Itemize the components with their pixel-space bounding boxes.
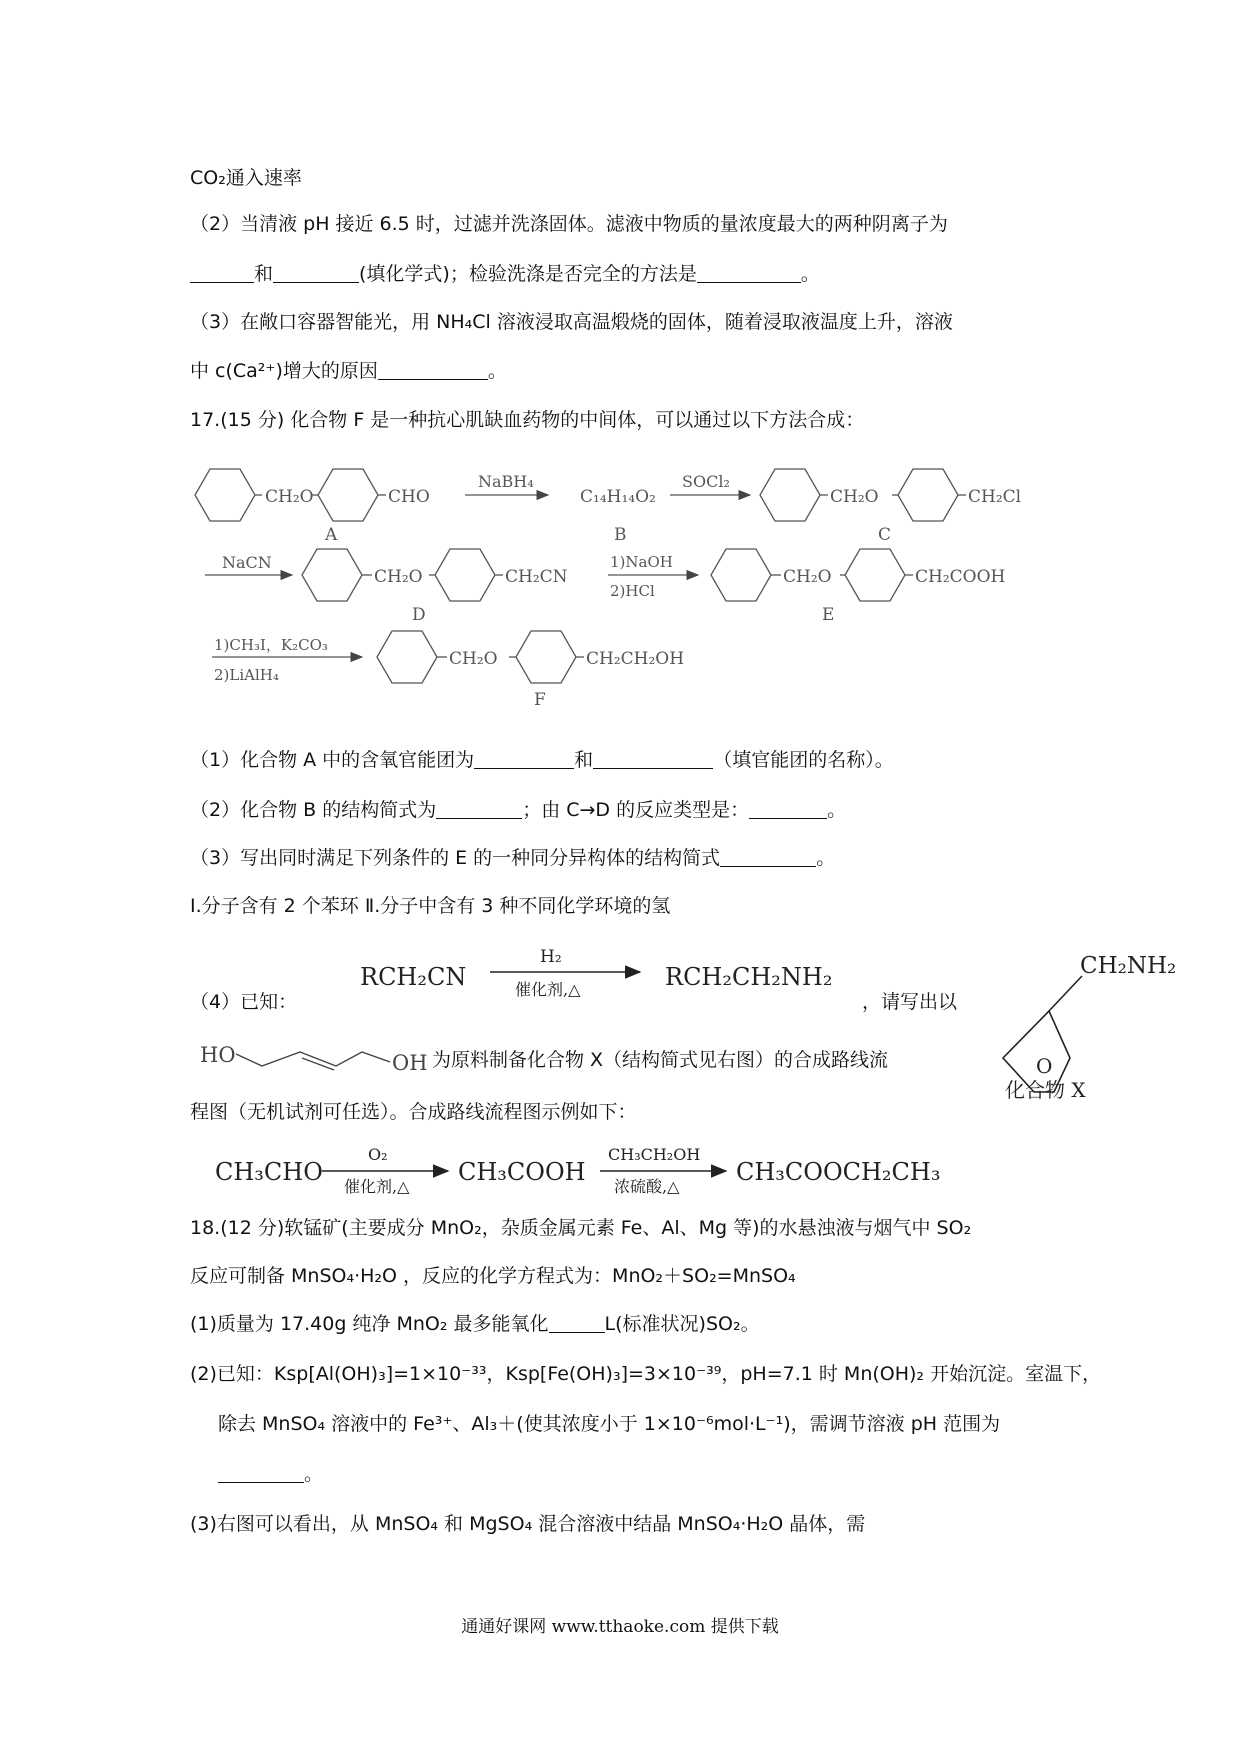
example-condition-acid: 浓硫酸,△	[614, 1177, 680, 1196]
ch2cooh-group: CH₂COOH	[915, 567, 1006, 587]
ch2cn-group: CH₂CN	[505, 567, 568, 587]
ho-group: HO	[200, 1043, 236, 1067]
compound-label-a: A	[325, 525, 338, 545]
compound-label-c: C	[878, 525, 892, 545]
reagent-naoh: 1)NaOH	[610, 553, 673, 571]
q18-2-line3: 。	[218, 1462, 323, 1486]
rxn-reactant: RCH₂CN	[360, 963, 467, 991]
q17-1: （1）化合物 A 中的含氧官能团为 和 （填官能团的名称）。	[190, 749, 894, 771]
reagent-nacn: NaCN	[222, 553, 272, 572]
reagent-lialh4: 2)LiAlH₄	[214, 666, 279, 684]
compound-label-b: B	[614, 525, 627, 545]
reagent-socl2: SOCl₂	[682, 472, 730, 491]
line-co2-rate: CO₂通入速率	[190, 167, 302, 189]
example-condition-ethanol: CH₃CH₂OH	[608, 1145, 701, 1164]
compound-label-d: D	[412, 605, 426, 625]
q18-2-line2: 除去 MnSO₄ 溶液中的 Fe³⁺、Al₃＋(使其浓度小于 1×10⁻⁶mol·L⁻¹)，需调节溶液 pH 范围为	[218, 1413, 1001, 1435]
example-intermediate: CH₃COOH	[458, 1158, 586, 1186]
ch2o-group-a: CH₂O	[265, 487, 314, 507]
ch2o-group-c: CH₂O	[830, 487, 879, 507]
ring-oxygen: O	[1036, 1054, 1053, 1078]
cho-group: CHO	[388, 487, 430, 507]
q17-4-line3: 程图（无机试剂可任选）。合成路线流程图示例如下：	[190, 1101, 637, 1123]
reagent-ch3i: 1)CH₃I，K₂CO₃	[214, 636, 328, 654]
compound-label-f: F	[534, 690, 546, 710]
q18-1: (1)质量为 17.40g 纯净 MnO₂ 最多能氧化 L(标准状况)SO₂。	[190, 1313, 760, 1335]
example-reactant: CH₃CHO	[215, 1158, 323, 1186]
q18-2-line1: (2)已知：Ksp[Al(OH)₃]=1×10⁻³³，Ksp[Fe(OH)₃]=3×10⁻³⁹，pH=7.1 时 Mn(OH)₂ 开始沉淀。室温下，	[190, 1363, 1102, 1385]
q18-3: (3)右图可以看出，从 MnSO₄ 和 MgSO₄ 混合溶液中结晶 MnSO₄·H₂O 晶体，需	[190, 1513, 866, 1535]
ch2o-group-d: CH₂O	[374, 567, 423, 587]
q17-3: （3）写出同时满足下列条件的 E 的一种同分异构体的结构简式 。	[190, 847, 836, 869]
compound-x-label: 化合物 X	[1005, 1078, 1086, 1102]
q17-2: （2）化合物 B 的结构简式为 ；由 C→D 的反应类型是： 。	[190, 799, 847, 821]
example-product: CH₃COOCH₂CH₃	[736, 1158, 941, 1186]
answer-blank[interactable]	[218, 1464, 304, 1483]
q17-title: 17.(15 分) 化合物 F 是一种抗心肌缺血药物的中间体，可以通过以下方法合成：	[190, 409, 865, 431]
ch2ch2oh-group: CH₂CH₂OH	[586, 649, 685, 669]
q17-4-line2: 为原料制备化合物 X（结构简式见右图）的合成路线流	[432, 1049, 889, 1071]
answer-blank[interactable]	[549, 1314, 605, 1333]
q16-3-line1: （3）在敞口容器智能光，用 NH₄Cl 溶液浸取高温煅烧的固体，随着浸取液温度上升，溶液	[190, 311, 953, 333]
formula-b: C₁₄H₁₄O₂	[580, 487, 656, 507]
oh-group: OH	[392, 1051, 428, 1075]
q16-3-line2: 中 c(Ca²⁺)增大的原因 。	[190, 360, 507, 382]
q17-4-label: （4）已知：	[190, 991, 298, 1013]
example-condition-catalyst: 催化剂,△	[344, 1177, 410, 1196]
page-footer: 通通好课网 www.tthaoke.com 提供下载	[461, 1617, 779, 1637]
q18-line2: 反应可制备 MnSO₄·H₂O ，反应的化学方程式为：MnO₂＋SO₂=MnSO₄	[190, 1265, 796, 1287]
compound-label-e: E	[822, 605, 835, 625]
q16-2-line2: 和 (填化学式)；检验洗涤是否完全的方法是 。	[190, 262, 820, 286]
reagent-hcl: 2)HCl	[610, 582, 655, 600]
example-condition-o2: O₂	[368, 1145, 388, 1164]
q18-line1: 18.(12 分)软锰矿(主要成分 MnO₂，杂质金属元素 Fe、Al、Mg 等)的水悬浊液与烟气中 SO₂	[190, 1217, 972, 1239]
ch2nh2-group: CH₂NH₂	[1080, 953, 1177, 979]
ch2o-group-f: CH₂O	[449, 649, 498, 669]
reagent-nabh4: NaBH₄	[478, 472, 534, 491]
q16-2-line1: （2）当清液 pH 接近 6.5 时，过滤并洗涤固体。滤液中物质的量浓度最大的两种阴离子为	[190, 213, 948, 235]
rxn-product: RCH₂CH₂NH₂	[665, 963, 833, 991]
ch2cl-group: CH₂Cl	[968, 487, 1022, 507]
ch2o-group-e: CH₂O	[783, 567, 832, 587]
rxn-condition-catalyst: 催化剂,△	[515, 980, 581, 999]
q17-conditions: Ⅰ.分子含有 2 个苯环 Ⅱ.分子中含有 3 种不同化学环境的氢	[190, 895, 671, 917]
rxn-condition-h2: H₂	[540, 947, 562, 967]
q17-4-tail: ，请写出以	[862, 991, 958, 1013]
